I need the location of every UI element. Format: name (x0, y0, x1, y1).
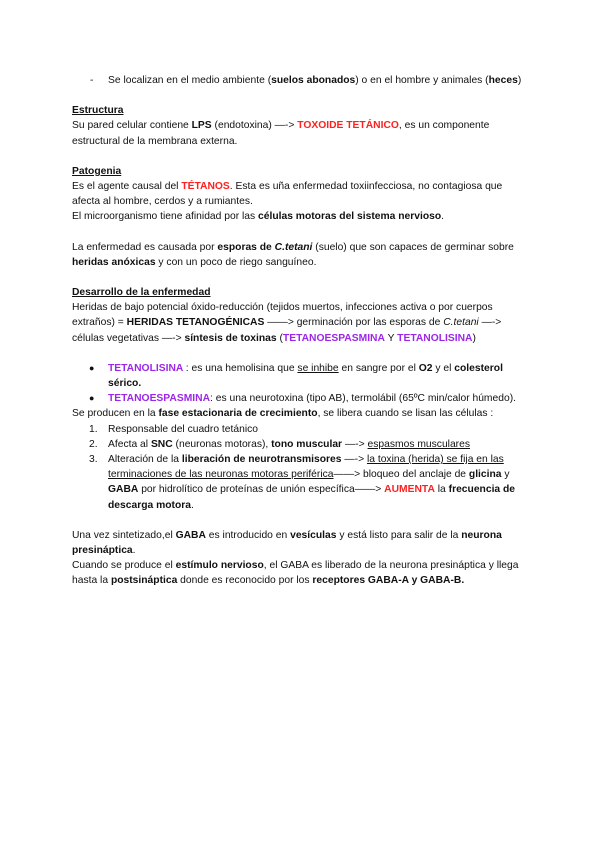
text-italic: C.tetani (443, 317, 479, 329)
text-bold: GABA (175, 529, 206, 541)
text: (neuronas motoras), (172, 438, 272, 450)
text-bold: O2 (418, 362, 433, 374)
text-red: TOXOIDE TETÁNICO (297, 120, 399, 132)
text: Responsable del cuadro tetánico (108, 423, 258, 435)
numbered-item-2 (72, 437, 532, 452)
text-bold: síntesis de toxinas (184, 332, 277, 344)
text: —-> células vegetativas —-> (72, 317, 502, 344)
text-bold: fase estacionaria de crecimiento (158, 408, 318, 420)
text-bold: suelos abonados (271, 75, 356, 86)
text-bold: receptores GABA-A y GABA-B. (312, 575, 465, 587)
text: —-> (341, 454, 367, 466)
text: ( (276, 332, 283, 344)
text-bold: SNC (150, 438, 173, 450)
text: la (434, 484, 449, 496)
text: ——> germinación por las esporas de (264, 317, 444, 329)
text-bold: heces (488, 75, 518, 86)
text-underline: se inhibe (297, 362, 339, 374)
text: (suelo) que son capaces de germinar sobre (312, 241, 514, 253)
text: El microorganismo tiene afinidad por las (72, 211, 259, 223)
text: es introducido en (205, 529, 291, 541)
number-marker: 2. (89, 438, 98, 450)
text-purple: TETANOESPASMINA (108, 393, 211, 405)
desarrollo-paragraph (72, 300, 532, 346)
text-purple: TETANOLISINA (397, 332, 473, 344)
estructura-heading: Estructura (72, 105, 124, 117)
text: Alteración de la (108, 454, 182, 466)
document-page (72, 73, 532, 589)
text-purple: TETANOESPASMINA (282, 332, 385, 344)
text-purple: TETANOLISINA (108, 362, 186, 374)
text-bold: frecuencia de descarga motora (108, 484, 516, 511)
text: La enfermedad es causada por (72, 241, 218, 253)
text: Una vez sintetizado,el (72, 529, 176, 541)
text: : es una neurotoxina (tipo AB), termolábil (65ºC min/calor húmedo). (210, 393, 516, 405)
text: y está listo para salir de la (336, 529, 462, 541)
bullet-marker: ● (89, 362, 95, 373)
bullet-item-tetanoespasmina (72, 391, 532, 406)
gaba-paragraph-1 (72, 528, 532, 558)
text: . (441, 211, 445, 223)
text: : es una hemolisina que (185, 362, 298, 374)
estructura-paragraph (72, 118, 532, 148)
text-bold: heridas anóxicas (72, 256, 156, 268)
text-bold: neurona presináptica (72, 529, 502, 557)
text: y con un poco de riego sanguíneo. (155, 256, 317, 268)
text: Y (384, 332, 398, 344)
text: Se producen en la (72, 408, 159, 420)
text: Su pared celular contiene (72, 120, 192, 132)
text: , el GABA es liberado de la neurona presináptica y llega hasta la (72, 560, 519, 587)
text: ——> bloqueo del anclaje de (333, 469, 469, 481)
numbered-item-1 (72, 422, 532, 437)
text: (endotoxina) —-> (211, 120, 298, 132)
text: , es un componente estructural de la membrana externa. (72, 120, 490, 147)
text: , se libera cuando se lisan las células : (317, 408, 494, 420)
numbered-item-3 (72, 452, 532, 513)
desarrollo-heading: Desarrollo de la enfermedad (72, 287, 211, 299)
text-bold: HERIDAS TETANOGÉNICAS (126, 317, 265, 329)
text-red: AUMENTA (384, 484, 435, 496)
text: y (501, 469, 510, 481)
gaba-paragraph-2 (72, 558, 532, 588)
text: Heridas de bajo potencial óxido-reducción (tejidos muertos, infecciones activa o por cuerpos extraños) = (72, 302, 493, 329)
text-underline: la toxina (herida) se fija en las terminaciones de las neuronas motoras periférica (108, 454, 504, 481)
bullet-marker: ● (89, 393, 95, 404)
text: donde es reconocido por los (177, 575, 313, 587)
text: Es el agente causal del (72, 181, 182, 193)
text-bold: células motoras del sistema nervioso (258, 211, 442, 223)
patogenia-heading: Patogenia (72, 165, 122, 177)
text-bold: liberación de neurotransmisores (181, 454, 342, 466)
text-bold: colesterol sérico. (108, 362, 503, 390)
text-bold: LPS (191, 120, 212, 132)
text: ) o en el hombre y animales ( (355, 75, 489, 86)
text: en sangre por el (338, 362, 419, 374)
text: Cuando se produce el (72, 560, 176, 572)
number-marker: 3. (89, 454, 98, 466)
text-bold: tono muscular (271, 438, 343, 450)
text-bold: esporas de (217, 241, 275, 253)
text-bold: GABA (108, 484, 139, 496)
text: . Esta es uña enfermedad toxiinfecciosa, no contagiosa que afecta al hombre, cerdos y a rumiantes. (72, 181, 503, 208)
text: ) (517, 75, 522, 86)
fase-paragraph (72, 406, 532, 421)
text-underline: espasmos musculares (367, 438, 470, 450)
bullet-item-tetanolisina (72, 361, 532, 391)
text-bold: glicina (468, 469, 502, 481)
text: Se localizan en el medio ambiente ( (108, 75, 272, 86)
text: . (132, 545, 136, 557)
text-red: TÉTANOS (181, 181, 230, 193)
text-bold: vesículas (290, 529, 337, 541)
text: por hidrolítico de proteínas de unión específica——> (138, 484, 385, 496)
text: y el (432, 362, 455, 374)
text-bold-italic: C.tetani (274, 241, 313, 253)
text: ) (472, 332, 476, 344)
text: —-> (342, 438, 368, 450)
text-bold: postsináptica (110, 575, 178, 587)
patogenia-paragraph-2 (72, 209, 532, 224)
text: . (190, 499, 194, 511)
patogenia-paragraph-3 (72, 240, 532, 270)
intro-list-item (72, 73, 532, 88)
dash-marker: - (90, 75, 94, 86)
text-bold: estímulo nervioso (175, 560, 264, 572)
patogenia-paragraph-1 (72, 179, 532, 209)
number-marker: 1. (89, 423, 98, 435)
text: Afecta al (108, 438, 151, 450)
